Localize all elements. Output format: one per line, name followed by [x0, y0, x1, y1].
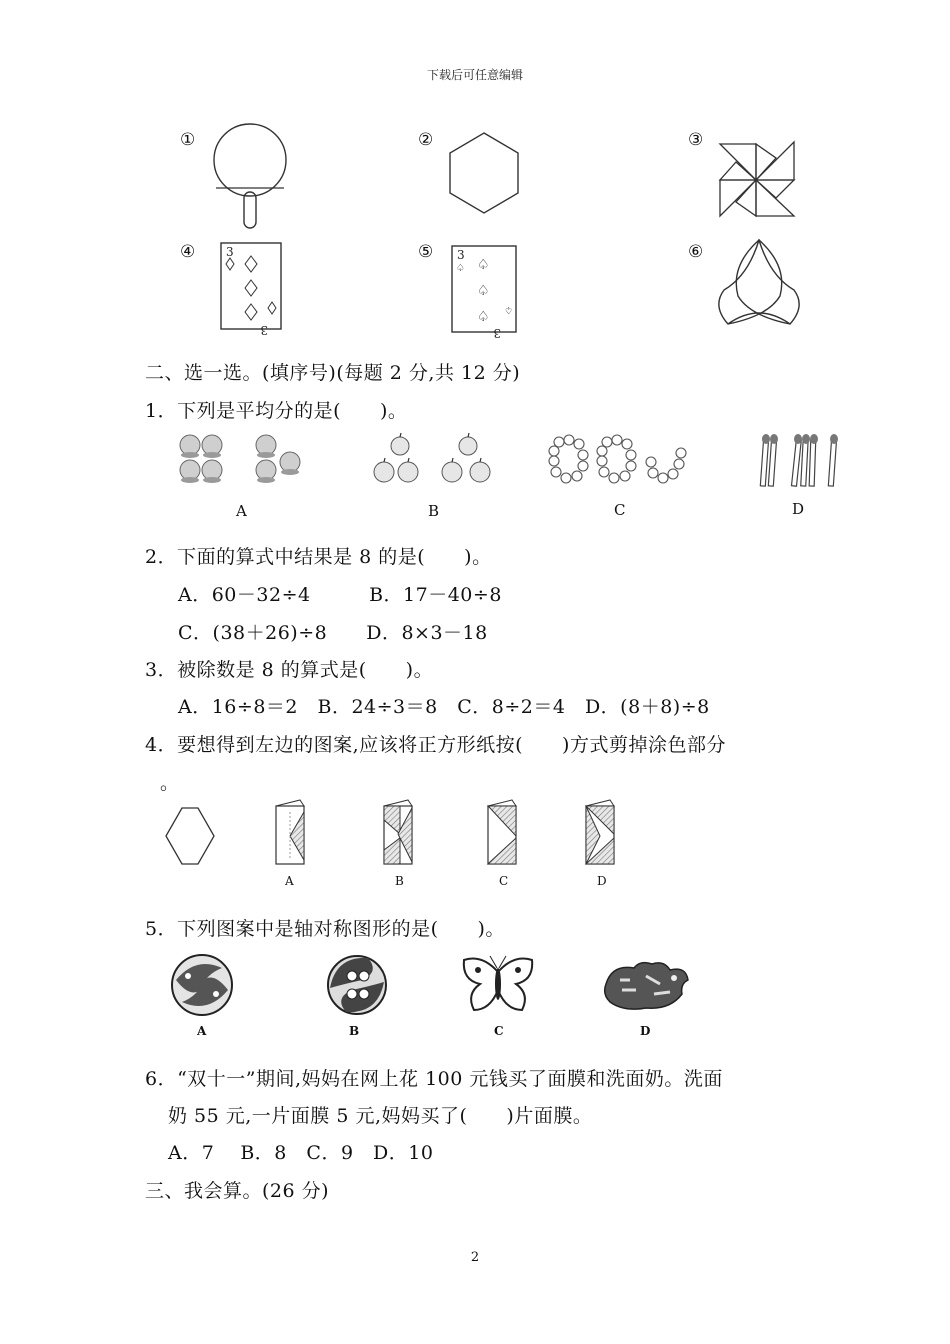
shape-number-1: ① [180, 130, 196, 150]
q1-label-d: D [792, 500, 805, 518]
svg-text:♤: ♤ [504, 304, 513, 315]
card-rank-bottom: 3 [260, 323, 268, 337]
triquetra-icon [710, 236, 808, 332]
page-header: 下载后可任意编辑 [426, 68, 523, 82]
section3-title: 三、我会算。(26 分) [145, 1180, 330, 1202]
hexagon-icon [444, 130, 524, 220]
q5-label-d: D [640, 1024, 651, 1038]
q2-options-row1: A．60－32÷4 B．17－40÷8 [178, 584, 502, 606]
q1-text: 1．下列是平均分的是( )。 [145, 400, 408, 422]
q5-label-b: B [349, 1024, 360, 1038]
q2-text: 2．下面的算式中结果是 8 的是( )。 [145, 546, 492, 568]
apples-icon [368, 432, 502, 488]
q5-text: 5．下列图案中是轴对称图形的是( )。 [145, 918, 505, 940]
q2-options-row2: C．(38＋26)÷8 D．8×3－18 [178, 622, 488, 644]
q1-label-c: C [614, 501, 626, 519]
q4-label-b: B [395, 874, 404, 888]
card-spades-icon [451, 245, 517, 340]
fish-yinyang-icon [322, 950, 392, 1020]
q4-label-c: C [499, 874, 509, 888]
section2-title: 二、选一选。(填序号)(每题 2 分,共 12 分) [145, 362, 521, 384]
q3-text: 3．被除数是 8 的算式是( )。 [145, 659, 434, 681]
card-rank-top: 3 [457, 248, 465, 262]
q4-target-hexagon [166, 808, 214, 864]
q4-text: 4．要想得到左边的图案,应该将正方形纸按( )方式剪掉涂色部分 [145, 734, 726, 756]
q4-label-d: D [597, 874, 607, 888]
q6-line1: 6．“双十一”期间,妈妈在网上花 100 元钱买了面膜和洗面奶。洗面 [145, 1068, 723, 1090]
shape-number-4: ④ [180, 242, 196, 262]
q4-option-b-folded-paper [384, 800, 412, 864]
page-number: 2 [470, 1250, 480, 1265]
q4-figures [0, 798, 950, 876]
q3-options: A．16÷8＝2 B．24÷3＝8 C．8÷2＝4 D．(8＋8)÷8 [178, 696, 710, 718]
butterfly-icon [460, 954, 536, 1016]
card-diamonds-icon [220, 242, 282, 337]
bead-rings-icon [549, 434, 689, 486]
svg-text:♤: ♤ [477, 309, 490, 325]
shape-number-5: ⑤ [418, 242, 434, 262]
q1-label-a: A [236, 502, 247, 520]
fish-pair-icon [166, 950, 238, 1020]
q4-option-c-folded-paper [488, 800, 516, 864]
tiger-papercut-icon [600, 954, 692, 1016]
q4-label-a: A [285, 874, 294, 888]
pinwheel-icon [718, 140, 802, 220]
q4-option-d-folded-paper [586, 800, 614, 864]
q1-label-b: B [428, 502, 440, 520]
shape-number-6: ⑥ [688, 242, 704, 262]
q5-label-c: C [494, 1024, 504, 1038]
svg-text:♤: ♤ [477, 257, 490, 273]
q5-label-a: A [197, 1024, 207, 1038]
q4-text-end: 。 [160, 772, 180, 794]
card-rank-bottom: 3 [493, 326, 501, 340]
svg-text:♤: ♤ [456, 263, 465, 274]
shape-number-3: ③ [688, 130, 704, 150]
q6-options: A．7 B．8 C．9 D．10 [168, 1142, 434, 1164]
svg-text:♤: ♤ [477, 283, 490, 299]
q4-option-a-folded-paper [276, 800, 304, 864]
fan-icon [210, 122, 290, 232]
matches-icon [756, 432, 846, 490]
q6-line2: 奶 55 元,一片面膜 5 元,妈妈买了( )片面膜。 [168, 1105, 593, 1127]
peaches-icon [176, 432, 310, 488]
shape-number-2: ② [418, 130, 434, 150]
card-rank-top: 3 [226, 245, 234, 259]
